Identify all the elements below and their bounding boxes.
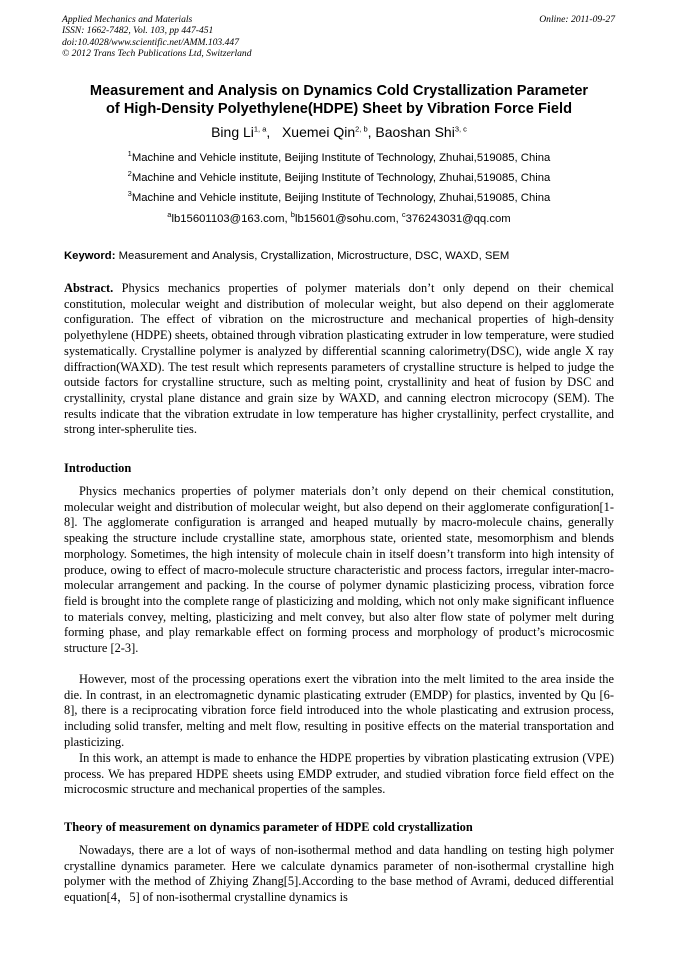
affiliation-text: Machine and Vehicle institute, Beijing Institute of Technology, Zhuhai,519085, China xyxy=(131,172,551,184)
intro-paragraph-1: Physics mechanics properties of polymer materials don’t only depend on their chemical constitution, molecular weight and distribution of molecular weight, but also depend on their agglomerate configuration[1-8]. The agglomerate configuration is arranged and heaped mutually by macro-molecule chains, generally speaking the structure include crystalline state, amorphous state, oriented state, mesomorphism and blends morphology. Sometimes, the high intensity of molecule chain in itself doesn’t transform into high intensity of produce, owing to effect of macro-molecule structure characteristic and process factors, irregular inter-macro-molecular arrangement and packing. In the course of polymer dynamic plasticizing process, vibration force field is brought into the complete range of plasticizing and molding, which not only make significant influence to materials convey, melting, plasticizing and melt convey, but also alter flow state of polymer melt during forming phase, and play remarkable effect on forming process and morphology of product’s microcosmic structure [2-3]. xyxy=(64,484,614,656)
abstract xyxy=(64,281,614,438)
abstract-label: Abstract. xyxy=(64,281,114,295)
author-name: Xuemei Qin xyxy=(281,124,356,140)
email-list: $^a$lb15601103@163.com, $^b$lb15601@sohu.com, $^c$376243031@qq.com xyxy=(167,210,511,225)
copyright-line: © 2012 Trans Tech Publications Ltd, Switzerland xyxy=(62,48,252,60)
affiliation-number: 1 xyxy=(127,149,132,159)
title-line-1: Measurement and Analysis on Dynamics Cold Crystallization Parameter xyxy=(89,83,589,99)
author-superscript: 3, c xyxy=(454,124,467,134)
author-name: Baoshan Shi xyxy=(375,124,455,140)
section-heading-introduction: Introduction xyxy=(64,461,132,475)
affiliation xyxy=(0,171,678,185)
email-address: 376243031@qq.com xyxy=(405,213,511,225)
author-list: Bing Li$^{1, a}$, Xuemei Qin$^{2, b}$, Baoshan Shi$^{3, c}$ xyxy=(211,124,467,140)
author-superscript: 1, a xyxy=(253,124,267,134)
affiliation xyxy=(0,151,678,165)
affiliation-number: 2 xyxy=(127,169,132,179)
keywords xyxy=(64,249,509,263)
doi-line: doi:10.4028/www.scientific.net/AMM.103.447 xyxy=(62,36,240,48)
issn-line: ISSN: 1662-7482, Vol. 103, pp 447-451 xyxy=(62,25,214,37)
affiliation-text: Machine and Vehicle institute, Beijing Institute of Technology, Zhuhai,519085, China xyxy=(131,192,551,204)
email-superscript: c xyxy=(401,210,406,220)
author-superscript: 2, b xyxy=(355,124,368,134)
abstract-text: Physics mechanics properties of polymer materials don’t only depend on their chemical constitution, molecular weight and distribution of molecular weight, but also depend on their agglomerate configuration. The effect of vibration on the microstructure and mechanical properties of high-density polyethylene (HDPE) sheets, obtained through vibration plasticating extruder in low temperature, were studied systematically. Crystalline polymer is analyzed by differential scanning calorimetry(DSC), wide angle X ray diffraction(WAXD). The test result which represents parameters of crystalline structure is helped to judge the outside factors for crystalline structure, such as melting point, crystallinity and heat of fusion by DSC and crystallinity, crystal plane distance and grain size by WAXD, and canning electron microcopy (SEM). The results indicate that the vibration extrudate in low temperature has higher crystallinity, perfect crystallite, and strong inter-spherulite ties. xyxy=(64,281,614,437)
affiliation xyxy=(0,191,678,205)
online-date: Online: 2011-09-27 xyxy=(539,14,615,25)
intro-paragraph-3: In this work, an attempt is made to enhance the HDPE properties by vibration plasticating extrusion (VPE) process. We has prepared HDPE sheets using EMDP extruder, and studied vibration force field effect on the microcosmic structure and mechanical properties of the samples. xyxy=(64,751,614,797)
theory-paragraph-1: Nowadays, there are a lot of ways of non-isothermal method and data handling on testing high polymer crystalline dynamics parameter. Here we calculate dynamics parameter of non-isothermal crystalline high polymer with the method of Zhiying Zhang[5].According to the base method of Avrami, deduced differential equation[4，5] of non-isothermal crystalline dynamics is xyxy=(64,843,614,905)
intro-paragraph-2: However, most of the processing operations exert the vibration into the melt limited to the area inside the die. In contrast, in an electromagnetic dynamic plasticating extruder (EMDP) for plastics, invented by Qu [6-8], there is a reciprocating vibration force field introduced into the whole plasticating and extrusion process, including solid transfer, melting and melt flow, resulting in positive effects on the material transportation and plasticizing. xyxy=(64,672,614,749)
section-heading-theory: Theory of measurement on dynamics parameter of HDPE cold crystallization xyxy=(64,820,473,834)
paper-title xyxy=(40,82,638,118)
author-name: Bing Li xyxy=(211,124,254,140)
email-address: lb15601103@163.com xyxy=(171,213,285,225)
keyword-text: Measurement and Analysis, Crystallization, Microstructure, DSC, WAXD, SEM xyxy=(118,250,510,262)
affiliation-text: Machine and Vehicle institute, Beijing Institute of Technology, Zhuhai,519085, China xyxy=(131,152,551,164)
journal-header xyxy=(62,14,252,60)
email-superscript: a xyxy=(167,210,172,220)
email-superscript: b xyxy=(290,210,295,220)
keyword-label: Keyword: xyxy=(64,250,116,262)
journal-name: Applied Mechanics and Materials xyxy=(62,14,193,25)
email-address: lb15601@sohu.com xyxy=(294,213,396,225)
title-line-2: of High-Density Polyethylene(HDPE) Sheet by Vibration Force Field xyxy=(106,101,572,117)
affiliation-number: 3 xyxy=(127,189,132,199)
